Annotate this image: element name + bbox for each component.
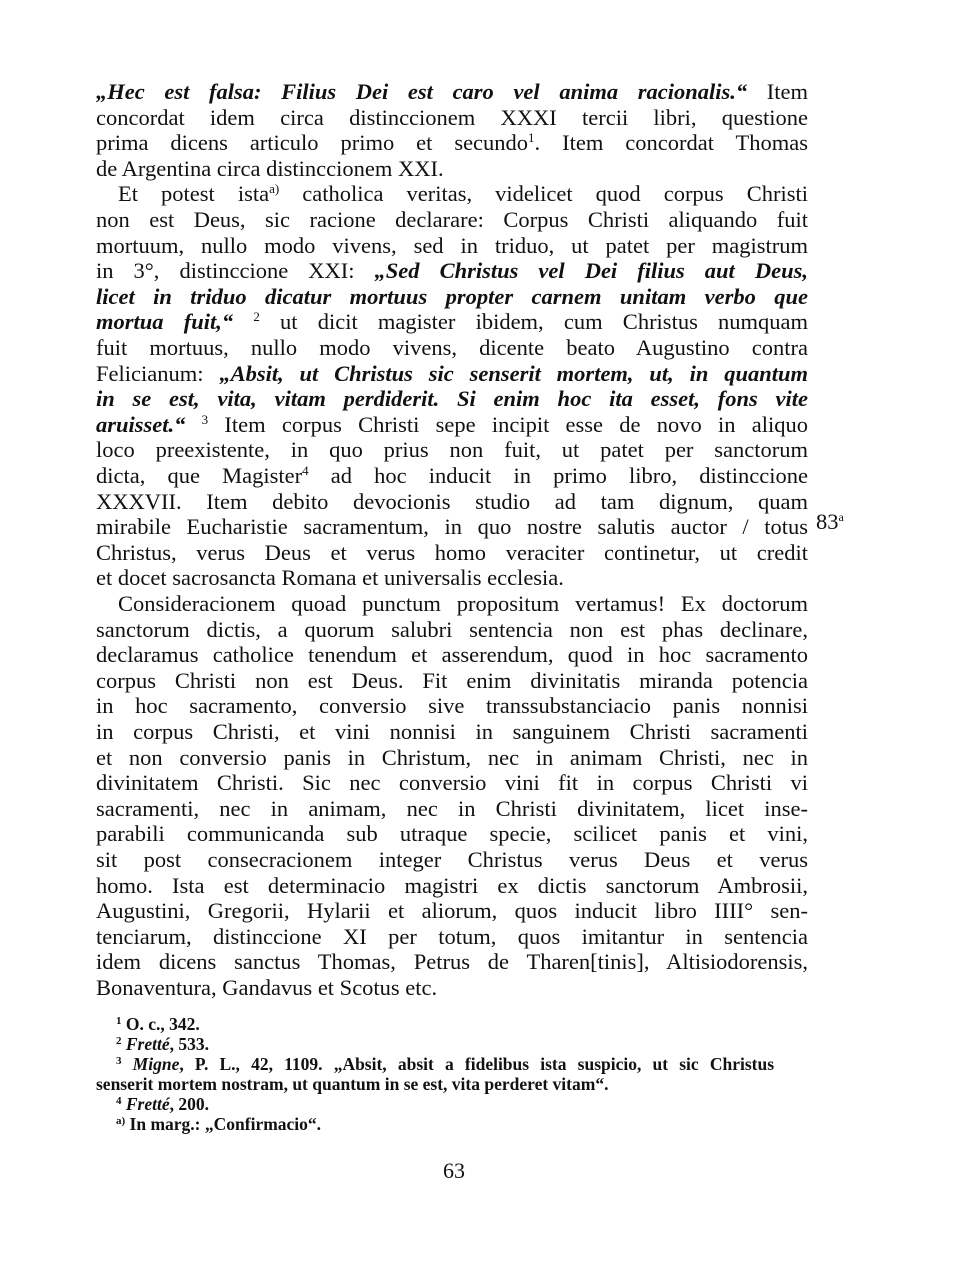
body-line bbox=[96, 515, 808, 539]
text-run bbox=[185, 413, 201, 437]
body-line bbox=[96, 208, 808, 232]
footnote-line bbox=[116, 1054, 774, 1074]
footnote-marker: 1 bbox=[116, 1015, 122, 1027]
text-run: ut dicit magister ibidem, cum Christus numquam bbox=[259, 310, 808, 335]
text-run: corpus Christi non est Deus. Fit enim divinitatis miranda potencia bbox=[96, 668, 808, 693]
text-run: parabili communicanda sub utraque specie, scilicet panis et vini, bbox=[96, 822, 808, 847]
body-line bbox=[96, 413, 808, 437]
footnote-marker: a) bbox=[269, 182, 280, 197]
footnote-line bbox=[116, 1034, 209, 1054]
text-run: in 3°, distinccione XXI: bbox=[96, 259, 375, 284]
body-line bbox=[96, 797, 808, 821]
body-line bbox=[96, 720, 808, 744]
body-line bbox=[96, 694, 808, 718]
text-run: In marg.: „Confirmacio“. bbox=[125, 1114, 322, 1134]
body-line bbox=[96, 438, 808, 462]
body-line bbox=[96, 259, 808, 283]
text-run: fuit mortuus, nullo modo vivens, dicente beato Augustino contra bbox=[96, 336, 808, 360]
body-line bbox=[96, 746, 808, 770]
text-run: O. c., 342. bbox=[121, 1014, 200, 1034]
footnote-marker: 2 bbox=[116, 1035, 122, 1047]
footnote-marker: 3 bbox=[116, 1055, 122, 1067]
footnote-marker: 1 bbox=[528, 131, 535, 146]
body-line bbox=[96, 950, 808, 974]
text-run: mirabile Eucharistie sacramentum, in quo nostre salutis auctor / totus bbox=[96, 515, 808, 540]
body-line bbox=[96, 285, 808, 309]
text-run: . Item concordat Thomas bbox=[534, 131, 808, 156]
text-run: prima dicens articulo primo et secundo bbox=[96, 131, 529, 156]
footnote-marker: 4 bbox=[116, 1095, 122, 1107]
text-run: , 533. bbox=[169, 1034, 209, 1054]
footnote-line bbox=[116, 1094, 209, 1114]
text-run: idem dicens sanctus Thomas, Petrus de Tharen[tinis], Altisiodorensis, bbox=[96, 950, 808, 975]
text-run: homo. Ista est determinacio magistri ex dictis sanctorum Ambrosii, bbox=[96, 873, 808, 898]
body-line bbox=[96, 976, 808, 1000]
body-line bbox=[96, 669, 808, 693]
margin-note-number: 83 bbox=[816, 509, 839, 534]
body-line bbox=[96, 848, 808, 872]
body-line bbox=[96, 464, 808, 488]
text-run: Consideracionem quoad punctum propositum vertamus! Ex doctorum bbox=[118, 592, 808, 616]
footnote-marker: 4 bbox=[302, 464, 309, 478]
body-line bbox=[96, 387, 808, 411]
text-run bbox=[233, 310, 253, 334]
text-run: concordat idem circa distinccionem XXXI tercii libri, questione bbox=[96, 105, 808, 130]
text-run: sanctorum dictis, a quorum salubri sentencia non est phas declinare, bbox=[96, 617, 808, 642]
body-line bbox=[96, 310, 808, 334]
margin-note-sup: a bbox=[838, 510, 844, 524]
text-run: Augustini, Gregorii, Hylarii et aliorum, quos inducit libro IIII° sen- bbox=[96, 899, 808, 924]
body-line bbox=[96, 925, 808, 949]
text-run: , 200. bbox=[169, 1094, 209, 1114]
text-run: dicta, que Magister bbox=[96, 464, 303, 488]
footnote-marker: a) bbox=[116, 1115, 126, 1127]
text-run: sacramenti, nec in animam, nec in Christi divinitatem, licet inse- bbox=[96, 796, 808, 821]
body-line bbox=[96, 234, 808, 258]
body-line bbox=[96, 874, 808, 898]
text-run: declaramus catholice tenendum et asserendum, quod in hoc sacramento bbox=[96, 643, 808, 668]
text-run: , P. L., 42, 1109. „Absit, absit a fidelibus ista suspicio, ut sic Christus bbox=[179, 1054, 775, 1074]
text-run: de Argentina circa distinccionem XXI. bbox=[96, 156, 444, 181]
text-run: tenciarum, distinccione XI per totum, quos imitantur in sentencia bbox=[96, 924, 808, 949]
body-line bbox=[96, 157, 808, 181]
footnote-line bbox=[116, 1014, 200, 1034]
body-line bbox=[96, 80, 808, 104]
text-run: ad hoc inducit in primo libro, distinccione bbox=[308, 464, 808, 488]
page-number: 63 bbox=[443, 1158, 465, 1183]
footnote-marker: 3 bbox=[201, 412, 209, 427]
italic-text: „Absit, ut Christus sic senserit mortem, ut, in quantum bbox=[219, 361, 808, 386]
italic-text: mortua fuit,“ bbox=[96, 310, 234, 335]
italic-text: Migne bbox=[132, 1054, 180, 1074]
text-run: et docet sacrosancta Romana et universalis ecclesia. bbox=[96, 566, 564, 591]
italic-text: Fretté bbox=[125, 1094, 170, 1114]
italic-text: „Hec est falsa: Filius Dei est caro vel anima racionalis.“ bbox=[96, 80, 748, 104]
footnote-marker: 2 bbox=[253, 310, 260, 325]
body-line bbox=[96, 643, 808, 667]
text-run: non est Deus, sic racione declarare: Corpus Christi aliquando fuit bbox=[96, 208, 808, 232]
text-run: Item bbox=[747, 80, 808, 104]
text-run: Christus, verus Deus et verus homo veraciter continetur, ut credit bbox=[96, 540, 808, 565]
footnote-line bbox=[116, 1114, 321, 1134]
italic-text: licet in triduo dicatur mortuus propter carnem unitam verbo que bbox=[96, 284, 808, 309]
body-line bbox=[96, 541, 808, 565]
text-run: senserit mortem nostram, ut quantum in se est, vita perderet vitam“. bbox=[96, 1074, 609, 1094]
italic-text: Fretté bbox=[125, 1034, 170, 1054]
text-run bbox=[122, 1054, 133, 1074]
body-line bbox=[96, 618, 808, 642]
footnote-line bbox=[96, 1074, 608, 1094]
body-line bbox=[96, 362, 808, 386]
text-run: divinitatem Christi. Sic nec conversio vini fit in corpus Christi vi bbox=[96, 771, 808, 796]
body-line bbox=[96, 899, 808, 923]
italic-text: aruisset.“ bbox=[96, 412, 186, 437]
body-line bbox=[96, 106, 808, 130]
text-run: in hoc sacramento, conversio sive transsubstanciacio panis nonnisi bbox=[96, 694, 808, 719]
body-line bbox=[96, 336, 808, 360]
body-line bbox=[96, 771, 808, 795]
text-run: catholica veritas, videlicet quod corpus Christi bbox=[279, 182, 808, 207]
body-line bbox=[96, 822, 808, 846]
text-run: Et potest ista bbox=[118, 182, 270, 207]
text-run: Felicianum: bbox=[96, 361, 220, 386]
italic-text: „Sed Christus vel Dei filius aut Deus, bbox=[374, 259, 808, 284]
margin-folio-note bbox=[816, 510, 844, 534]
text-run: in corpus Christi, et vini nonnisi in sanguinem Christi sacramenti bbox=[96, 720, 808, 744]
text-run: et non conversio panis in Christum, nec in animam Christi, nec in bbox=[96, 745, 808, 770]
text-run: XXXVII. Item debito devocionis studio ad tam dignum, quam bbox=[96, 489, 808, 514]
body-line bbox=[96, 490, 808, 514]
body-line bbox=[118, 592, 808, 616]
text-run: loco preexistente, in quo prius non fuit, ut patet per sanctorum bbox=[96, 438, 808, 463]
body-line bbox=[96, 566, 808, 590]
text-run: Item corpus Christi sepe incipit esse de novo in aliquo bbox=[208, 412, 808, 437]
text-run: mortuum, nullo modo vivens, sed in triduo, ut patet per magistrum bbox=[96, 233, 808, 258]
body-line bbox=[118, 182, 808, 206]
italic-text: in se est, vita, vitam perdiderit. Si enim hoc ita esset, fons vite bbox=[96, 387, 808, 412]
text-run: sit post consecracionem integer Christus verus Deus et verus bbox=[96, 848, 808, 872]
body-line bbox=[96, 131, 808, 155]
text-run: Bonaventura, Gandavus et Scotus etc. bbox=[96, 976, 438, 1000]
